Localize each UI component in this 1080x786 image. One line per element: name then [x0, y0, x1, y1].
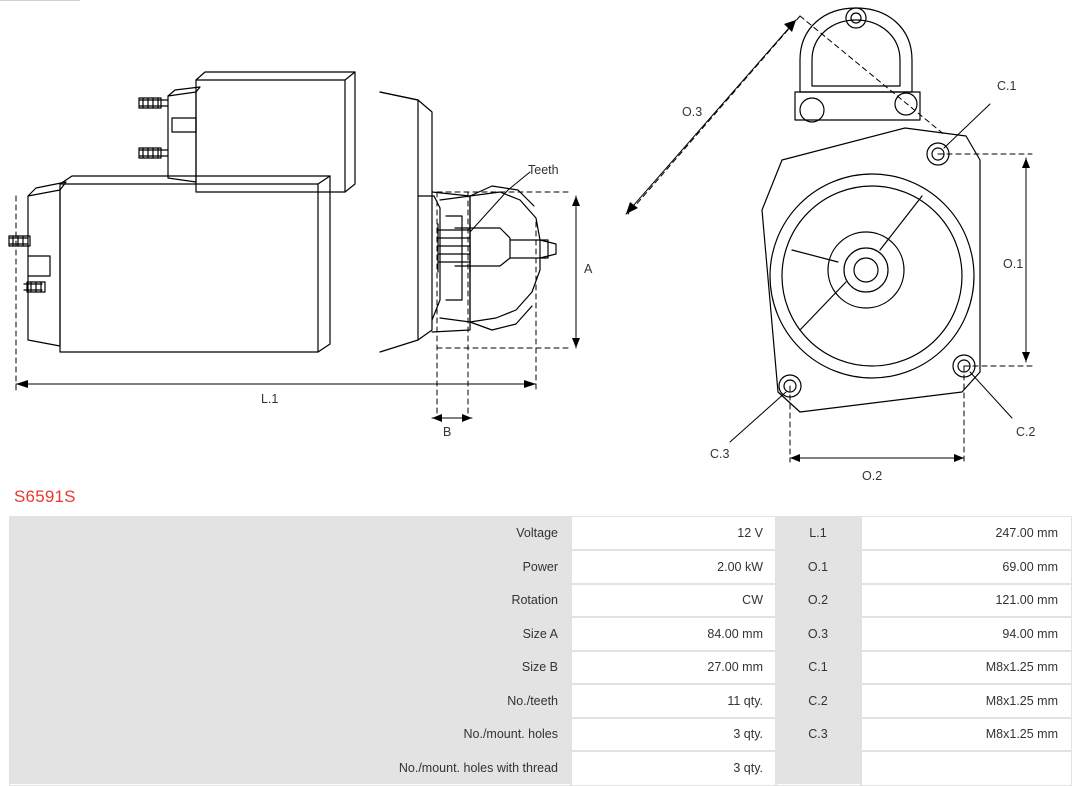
spec-value2: 247.00 mm — [861, 517, 1071, 551]
dim-c2-label: C.2 — [1016, 425, 1036, 439]
spec-value2: M8x1.25 mm — [861, 718, 1071, 752]
spec-label: Voltage — [10, 517, 571, 551]
spec-value: 2.00 kW — [571, 550, 776, 584]
dim-c3-label: C.3 — [710, 447, 730, 461]
spec-label: Rotation — [10, 584, 571, 618]
table-row — [10, 550, 1071, 584]
spec-value2: M8x1.25 mm — [861, 651, 1071, 685]
table-row — [10, 651, 1071, 685]
table-row — [10, 584, 1071, 618]
spec-value2: M8x1.25 mm — [861, 684, 1071, 718]
spec-label2: C.2 — [776, 684, 861, 718]
spec-label: No./mount. holes with thread — [10, 751, 571, 785]
table-row — [10, 718, 1071, 752]
spec-label2: O.1 — [776, 550, 861, 584]
table-row — [10, 517, 1071, 551]
dim-l1-label: L.1 — [261, 392, 279, 406]
spec-value2: 94.00 mm — [861, 617, 1071, 651]
spec-label: No./teeth — [10, 684, 571, 718]
spec-label: No./mount. holes — [10, 718, 571, 752]
spec-label: Size A — [10, 617, 571, 651]
spec-value: 12 V — [571, 517, 776, 551]
dim-a-label: A — [584, 262, 593, 276]
spec-value2: 121.00 mm — [861, 584, 1071, 618]
spec-label2: O.2 — [776, 584, 861, 618]
spec-label: Size B — [10, 651, 571, 685]
spec-label2: O.3 — [776, 617, 861, 651]
spec-value2: 69.00 mm — [861, 550, 1071, 584]
spec-value2-empty — [861, 751, 1071, 785]
spec-label2: L.1 — [776, 517, 861, 551]
dim-c1-label: C.1 — [997, 79, 1017, 93]
table-row — [10, 751, 1071, 785]
spec-value: CW — [571, 584, 776, 618]
spec-value: 3 qty. — [571, 718, 776, 752]
spec-label2: C.1 — [776, 651, 861, 685]
dim-b-label: B — [443, 425, 452, 439]
spec-value: 27.00 mm — [571, 651, 776, 685]
spec-value: 84.00 mm — [571, 617, 776, 651]
dim-o3-label: O.3 — [682, 105, 703, 119]
table-row — [10, 617, 1071, 651]
spec-value: 11 qty. — [571, 684, 776, 718]
spec-label2: C.3 — [776, 718, 861, 752]
teeth-label: Teeth — [528, 163, 559, 177]
spec-label2-empty — [776, 751, 861, 785]
dim-o1-label: O.1 — [1003, 257, 1024, 271]
spec-value: 3 qty. — [571, 751, 776, 785]
specifications-table — [9, 516, 1071, 785]
dim-o2-label: O.2 — [862, 469, 883, 480]
spec-label: Power — [10, 550, 571, 584]
table-row — [10, 684, 1071, 718]
part-number: S6591S — [14, 487, 76, 506]
